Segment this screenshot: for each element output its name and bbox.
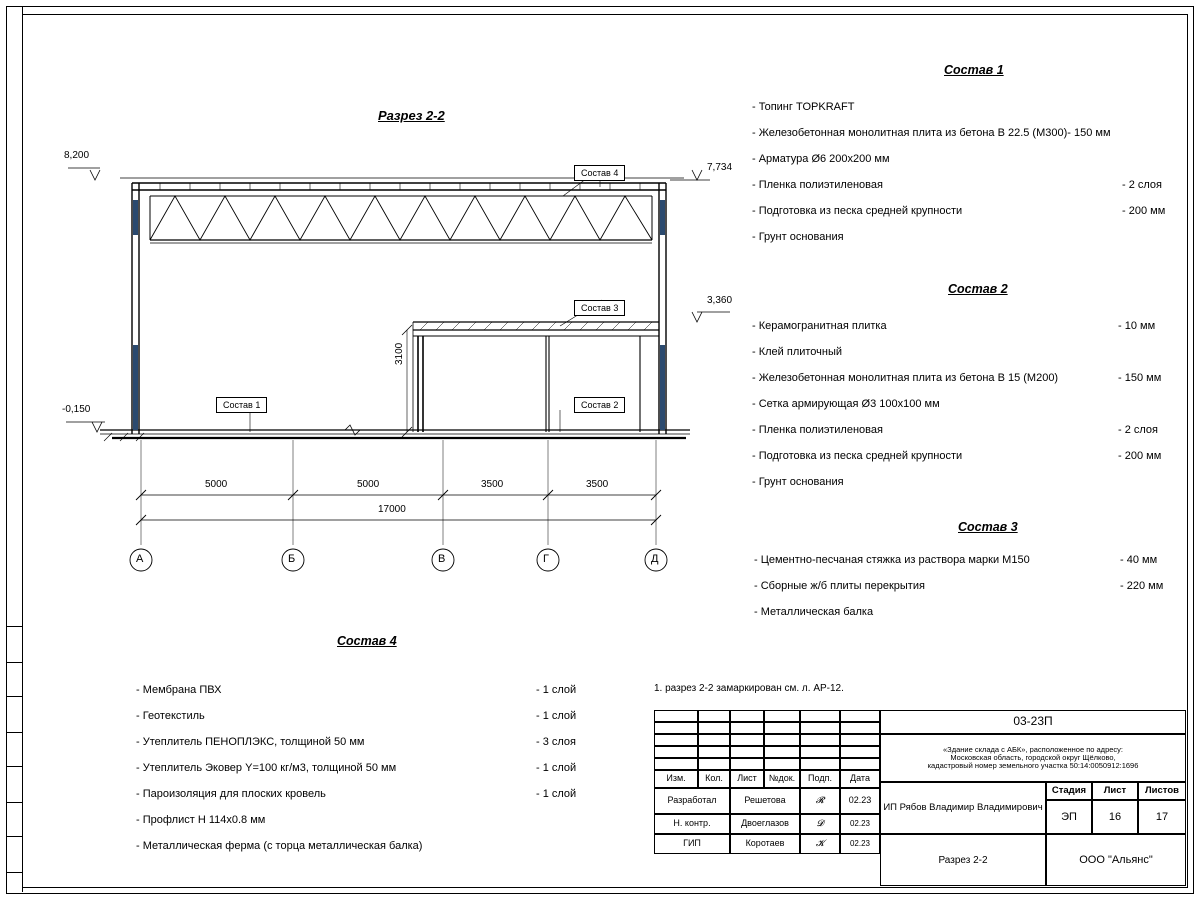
spec-item [754, 606, 1194, 632]
role-nkontr: Н. контр. [654, 814, 730, 834]
spec-label: - Подготовка из песка средней крупности [752, 205, 963, 217]
spec-item [754, 554, 1194, 580]
spec-label: - Железобетонная монолитная плита из бетона В 22.5 (М300)- 150 мм [752, 127, 1111, 139]
header-izm: Изм. [654, 770, 698, 788]
revision-col-list [730, 710, 764, 770]
general-note: 1. разрез 2-2 замаркирован см. л. АР-12. [654, 683, 844, 694]
role-razrabotal: Разработал [654, 788, 730, 814]
spec-label: - Грунт основания [752, 476, 844, 488]
spec-value: - 1 слой [536, 684, 577, 696]
page-title: Разрез 2-2 [378, 108, 445, 123]
drawing-name: Разрез 2-2 [880, 834, 1046, 886]
spec-item [752, 205, 1192, 231]
spec-label: - Железобетонная монолитная плита из бетона В 15 (М200) [752, 372, 1059, 384]
revision-col-kol [698, 710, 730, 770]
sostav-4-title: Состав 4 [337, 634, 397, 648]
spec-item [752, 476, 1192, 502]
revision-col-podp [800, 710, 840, 770]
dimension-3: 3500 [481, 479, 504, 490]
axis-label-v: В [438, 553, 446, 565]
spec-label: - Керамогранитная плитка [752, 320, 887, 332]
spec-label: - Грунт основания [752, 231, 844, 243]
spec-label: - Утеплитель Эковер Y=100 кг/м3, толщиной 50 мм [136, 762, 397, 774]
spec-label: - Подготовка из песка средней крупности [752, 450, 963, 462]
spec-value: - 200 мм [1122, 205, 1166, 217]
spec-value: - 2 слоя [1122, 179, 1163, 191]
name-nkontr: Двоеглазов [730, 814, 800, 834]
level-mark-8200: 8,200 [64, 150, 90, 161]
sheet-value: 16 [1092, 800, 1138, 834]
sostav-2-title: Состав 2 [948, 282, 1008, 296]
sheets-header: Листов [1138, 782, 1186, 800]
spec-item [752, 101, 1192, 127]
dimension-1: 5000 [205, 479, 228, 490]
spec-value: - 200 мм [1118, 450, 1162, 462]
spec-item [752, 372, 1192, 398]
callout-sostav-4: Состав 4 [574, 165, 625, 181]
axis-label-d: Д [651, 553, 659, 565]
callout-sostav-3: Состав 3 [574, 300, 625, 316]
spec-label: - Мембрана ПВХ [136, 684, 222, 696]
axis-label-g: Г [543, 553, 549, 565]
header-podp: Подп. [800, 770, 840, 788]
spec-item [754, 580, 1194, 606]
spec-value: - 2 слоя [1118, 424, 1159, 436]
company-name: ООО "Альянс" [1046, 834, 1186, 886]
spec-label: - Арматура Ø6 200х200 мм [752, 153, 890, 165]
title-block [654, 710, 1186, 886]
spec-label: - Клей плиточный [752, 346, 843, 358]
revision-col-data [840, 710, 880, 770]
spec-item [752, 320, 1192, 346]
axis-label-a: А [136, 553, 144, 565]
dimension-4: 3500 [586, 479, 609, 490]
level-mark-7734: 7,734 [707, 162, 733, 173]
header-list: Лист [730, 770, 764, 788]
spec-label: - Пленка полиэтиленовая [752, 424, 883, 436]
sostav-4-list [136, 684, 656, 866]
sostav-3-title: Состав 3 [958, 520, 1018, 534]
name-gip: Коротаев [730, 834, 800, 854]
object-description [880, 734, 1186, 782]
date-razrabotal: 02.23 [840, 788, 880, 814]
sostav-3-list [754, 554, 1194, 632]
sostav-2-list [752, 320, 1192, 502]
date-gip: 02.23 [840, 834, 880, 854]
spec-label: - Утеплитель ПЕНОПЛЭКС, толщиной 50 мм [136, 736, 365, 748]
name-razrabotal: Решетова [730, 788, 800, 814]
spec-label: - Цементно-песчаная стяжка из раствора марки М150 [754, 554, 1030, 566]
spec-item [136, 762, 656, 788]
customer-name: ИП Рябов Владимир Владимирович [880, 782, 1046, 834]
level-mark-minus-0150: -0,150 [62, 404, 91, 415]
spec-item [752, 127, 1192, 153]
object-line-1: «Здание склада с АБК», расположенное по адресу: [943, 744, 1123, 754]
spec-label: - Геотекстиль [136, 710, 205, 722]
callout-sostav-1: Состав 1 [216, 397, 267, 413]
spec-value: - 220 мм [1120, 580, 1164, 592]
revision-col-ndok [764, 710, 800, 770]
spec-item [752, 231, 1192, 257]
stage-value: ЭП [1046, 800, 1092, 834]
signature-nkontr: 𝓓 [800, 814, 840, 834]
level-mark-3360: 3,360 [707, 295, 733, 306]
spec-item [752, 153, 1192, 179]
spec-item [752, 179, 1192, 205]
signature-razrabotal: 𝓡 [800, 788, 840, 814]
spec-item [136, 814, 656, 840]
revision-col-izm [654, 710, 698, 770]
spec-value: - 10 мм [1118, 320, 1156, 332]
spec-label: - Металлическая ферма (с торца металлическая балка) [136, 840, 423, 852]
role-gip: ГИП [654, 834, 730, 854]
spec-value: - 1 слой [536, 788, 577, 800]
spec-label: - Пароизоляция для плоских кровель [136, 788, 326, 800]
spec-label: - Сборные ж/б плиты перекрытия [754, 580, 925, 592]
spec-item [136, 840, 656, 866]
sostav-1-title: Состав 1 [944, 63, 1004, 77]
sheet-header: Лист [1092, 782, 1138, 800]
sheets-value: 17 [1138, 800, 1186, 834]
spec-label: - Топинг TOPKRAFT [752, 101, 855, 113]
spec-item [752, 346, 1192, 372]
spec-item [752, 398, 1192, 424]
spec-value: - 150 мм [1118, 372, 1162, 384]
signature-gip: 𝓚 [800, 834, 840, 854]
dimension-total: 17000 [378, 504, 406, 515]
spec-item [136, 788, 656, 814]
header-ndok: №док. [764, 770, 800, 788]
stage-header: Стадия [1046, 782, 1092, 800]
spec-value: - 3 слоя [536, 736, 577, 748]
spec-value: - 1 слой [536, 710, 577, 722]
spec-label: - Металлическая балка [754, 606, 874, 618]
header-data: Дата [840, 770, 880, 788]
header-kol: Кол. [698, 770, 730, 788]
dimension-2: 5000 [357, 479, 380, 490]
dimension-height-3100: 3100 [394, 342, 405, 365]
spec-value: - 1 слой [536, 762, 577, 774]
axis-label-b: Б [288, 553, 296, 565]
callout-sostav-2: Состав 2 [574, 397, 625, 413]
spec-item [136, 710, 656, 736]
spec-label: - Сетка армирующая Ø3 100х100 мм [752, 398, 940, 410]
spec-item [752, 450, 1192, 476]
object-line-3: кадастровый номер земельного участка 50:14:0050912:1696 [927, 761, 1139, 771]
spec-item [752, 424, 1192, 450]
project-code: 03-23П [880, 710, 1186, 734]
object-line-2: Московская область, городской округ Щёлково, [950, 752, 1116, 762]
spec-label: - Пленка полиэтиленовая [752, 179, 883, 191]
spec-value: - 40 мм [1120, 554, 1158, 566]
date-nkontr: 02.23 [840, 814, 880, 834]
spec-label: - Профлист Н 114х0.8 мм [136, 814, 266, 826]
spec-item [136, 736, 656, 762]
sostav-1-list [752, 101, 1192, 257]
spec-item [136, 684, 656, 710]
